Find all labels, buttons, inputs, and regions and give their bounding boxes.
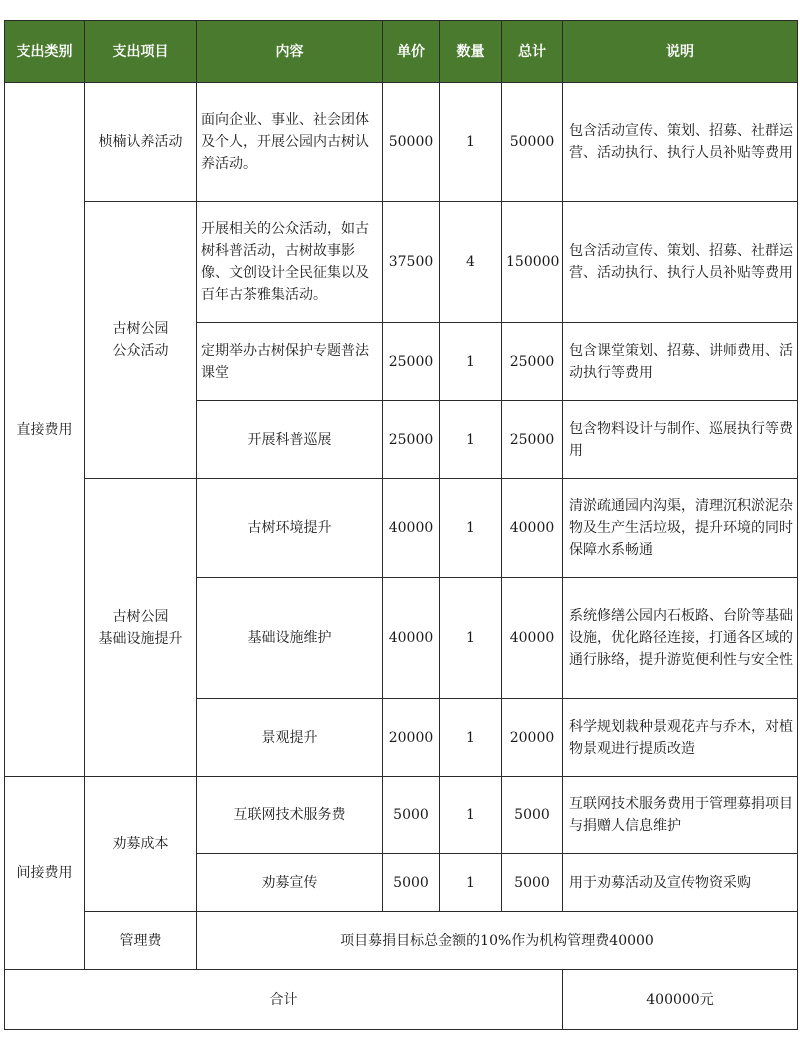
table-row: [5, 912, 798, 970]
note-cell: 系统修缮公园内石板路、台阶等基础设施，优化路径连接，打通各区域的通行脉络，提升游览便利性与安全性: [563, 578, 798, 699]
quantity-cell: 1: [440, 578, 502, 699]
unit-price-cell: 25000: [383, 401, 440, 479]
item-management: 管理费: [85, 912, 197, 970]
quantity-cell: 1: [440, 323, 502, 401]
quantity-cell: 1: [440, 479, 502, 578]
content-cell: 面向企业、事业、社会团体及个人，开展公园内古树认养活动。: [197, 83, 383, 202]
management-note: 项目募捐目标总金额的10%作为机构管理费40000: [197, 912, 798, 970]
note-cell: 包含活动宣传、策划、招募、社群运营、活动执行、执行人员补贴等费用: [563, 202, 798, 323]
total-cell: 40000: [502, 578, 563, 699]
total-cell: 5000: [502, 854, 563, 912]
unit-price-cell: 5000: [383, 777, 440, 854]
item-zhennan: 桢楠认养活动: [85, 83, 197, 202]
note-cell: 清淤疏通园内沟渠，清理沉积淤泥杂物及生产生活垃圾，提升环境的同时保障水系畅通: [563, 479, 798, 578]
content-cell: 景观提升: [197, 699, 383, 777]
header-note: 说明: [563, 21, 798, 83]
quantity-cell: 1: [440, 699, 502, 777]
note-cell: 用于劝募活动及宣传物资采购: [563, 854, 798, 912]
header-item: 支出项目: [85, 21, 197, 83]
table-row: [5, 479, 798, 578]
total-row: [5, 970, 798, 1030]
unit-price-cell: 40000: [383, 479, 440, 578]
content-cell: 互联网技术服务费: [197, 777, 383, 854]
content-cell: 基础设施维护: [197, 578, 383, 699]
total-cell: 150000: [502, 202, 563, 323]
header-content: 内容: [197, 21, 383, 83]
unit-price-cell: 20000: [383, 699, 440, 777]
header-quantity: 数量: [440, 21, 502, 83]
note-cell: 包含物料设计与制作、巡展执行等费用: [563, 401, 798, 479]
table-row: [5, 83, 798, 202]
total-cell: 25000: [502, 323, 563, 401]
total-cell: 25000: [502, 401, 563, 479]
note-cell: 互联网技术服务费用于管理募捐项目与捐赠人信息维护: [563, 777, 798, 854]
total-value: 400000元: [563, 970, 798, 1030]
category-indirect: 间接费用: [5, 777, 85, 970]
note-cell: 科学规划栽种景观花卉与乔木，对植物景观进行提质改造: [563, 699, 798, 777]
unit-price-cell: 37500: [383, 202, 440, 323]
total-cell: 5000: [502, 777, 563, 854]
item-gushu-public: 古树公园 公众活动: [85, 202, 197, 479]
header-unit-price: 单价: [383, 21, 440, 83]
content-cell: 开展科普巡展: [197, 401, 383, 479]
total-cell: 40000: [502, 479, 563, 578]
category-direct: 直接费用: [5, 83, 85, 777]
quantity-cell: 1: [440, 83, 502, 202]
unit-price-cell: 50000: [383, 83, 440, 202]
item-gushu-infra: 古树公园 基础设施提升: [85, 479, 197, 777]
header-total: 总计: [502, 21, 563, 83]
total-label: 合计: [5, 970, 563, 1030]
quantity-cell: 1: [440, 854, 502, 912]
content-cell: 古树环境提升: [197, 479, 383, 578]
content-cell: 开展相关的公众活动，如古树科普活动，古树故事影像、文创设计全民征集以及百年古茶雅集活动。: [197, 202, 383, 323]
item-fundraising: 劝募成本: [85, 777, 197, 912]
quantity-cell: 1: [440, 401, 502, 479]
quantity-cell: 4: [440, 202, 502, 323]
content-cell: 劝募宣传: [197, 854, 383, 912]
header-category: 支出类别: [5, 21, 85, 83]
header-row: [5, 21, 798, 83]
unit-price-cell: 25000: [383, 323, 440, 401]
content-cell: 定期举办古树保护专题普法课堂: [197, 323, 383, 401]
table-row: [5, 777, 798, 854]
note-cell: 包含活动宣传、策划、招募、社群运营、活动执行、执行人员补贴等费用: [563, 83, 798, 202]
table-row: [5, 202, 798, 323]
total-cell: 50000: [502, 83, 563, 202]
quantity-cell: 1: [440, 777, 502, 854]
budget-table: [4, 20, 798, 1030]
unit-price-cell: 5000: [383, 854, 440, 912]
total-cell: 20000: [502, 699, 563, 777]
note-cell: 包含课堂策划、招募、讲师费用、活动执行等费用: [563, 323, 798, 401]
unit-price-cell: 40000: [383, 578, 440, 699]
